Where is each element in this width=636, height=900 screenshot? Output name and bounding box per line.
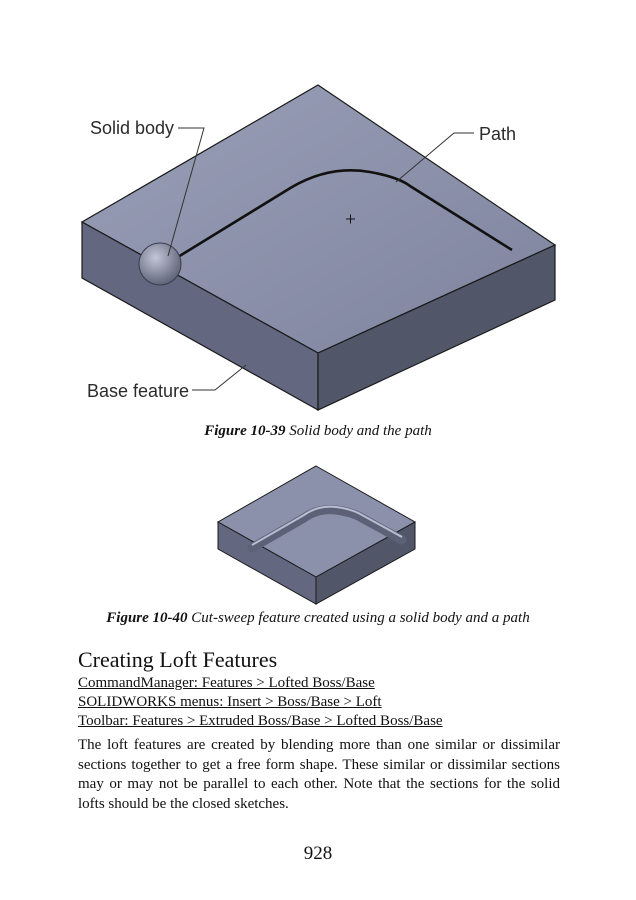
solid-body-sphere xyxy=(139,243,181,285)
caption-text: Solid body and the path xyxy=(285,423,432,439)
menu-path-commandmanager: CommandManager: Features > Lofted Boss/Base xyxy=(78,675,375,691)
figure-solid-body-and-path xyxy=(70,78,570,413)
figure-cut-sweep-feature xyxy=(210,462,425,610)
callout-base-feature: Base feature xyxy=(87,381,190,401)
menu-path-toolbar: Toolbar: Features > Extruded Boss/Base > Lofted Boss/Base xyxy=(78,713,443,729)
callout-solid-body: Solid body xyxy=(90,118,175,138)
figure-caption-10-40 xyxy=(0,610,636,627)
menu-path-solidworks-menus: SOLIDWORKS menus: Insert > Boss/Base > Loft xyxy=(78,694,382,710)
base-feature-leader xyxy=(192,365,246,390)
body-paragraph: The loft features are created by blending more than one similar or dissimilar sections together to get a free form shape. These similar or dissimilar sections may or may not be parallel to each other. Note that the sections for the solid lofts should be the closed sketches. xyxy=(78,737,560,812)
figure-caption-10-39 xyxy=(0,423,636,440)
page-number: 928 xyxy=(303,843,333,864)
section-heading: Creating Loft Features xyxy=(78,647,278,672)
caption-number: Figure 10-40 xyxy=(106,610,188,626)
caption-number: Figure 10-39 xyxy=(204,423,286,439)
callout-path: Path xyxy=(479,124,517,144)
caption-text: Cut-sweep feature created using a solid body and a path xyxy=(187,610,530,626)
